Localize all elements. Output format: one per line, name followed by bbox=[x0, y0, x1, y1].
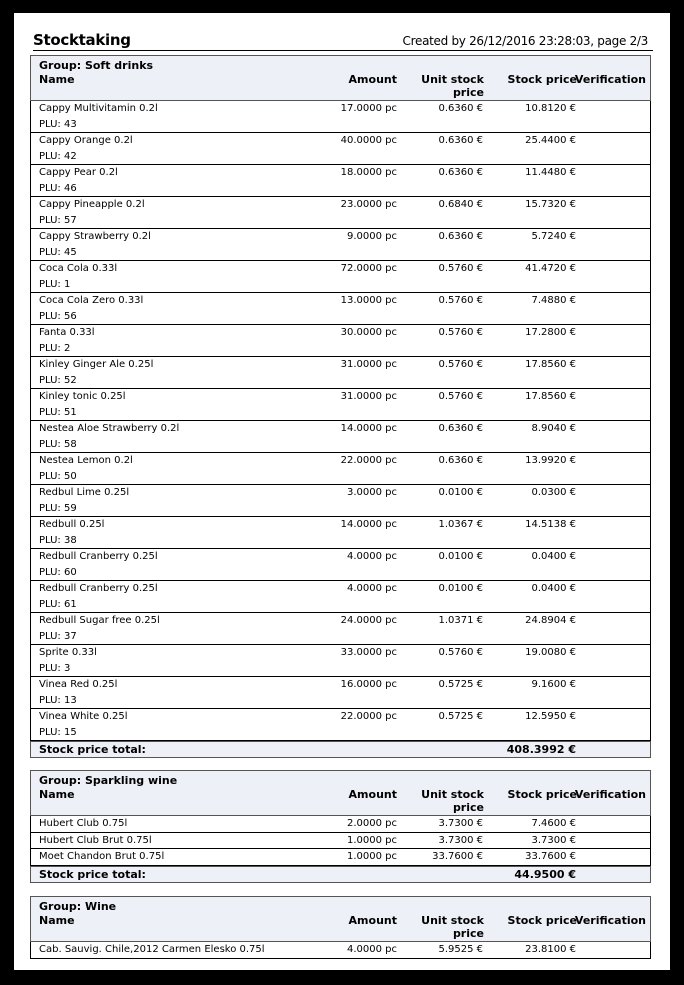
item-list bbox=[30, 942, 651, 959]
item-unit-price: 0.5760 € bbox=[438, 263, 483, 274]
col-amount: Amount bbox=[348, 788, 397, 801]
report-page bbox=[14, 13, 670, 970]
table-row bbox=[31, 517, 650, 549]
total-value: 408.3992 € bbox=[506, 743, 576, 756]
item-stock-price: 11.4480 € bbox=[525, 167, 576, 178]
item-stock-price: 0.0400 € bbox=[531, 551, 576, 562]
item-amount: 40.0000 pc bbox=[340, 135, 397, 146]
table-row bbox=[31, 101, 650, 133]
item-name: Redbull Cranberry 0.25l bbox=[39, 583, 158, 594]
item-amount: 1.0000 pc bbox=[346, 834, 397, 846]
item-plu: PLU: 46 bbox=[39, 183, 77, 194]
table-row bbox=[31, 421, 650, 453]
item-unit-price: 0.6360 € bbox=[438, 423, 483, 434]
group-section bbox=[30, 55, 651, 758]
item-stock-price: 17.8560 € bbox=[525, 391, 576, 402]
item-stock-price: 33.7600 € bbox=[525, 851, 576, 863]
item-unit-price: 0.5760 € bbox=[438, 647, 483, 658]
item-unit-price: 3.7300 € bbox=[438, 818, 483, 829]
col-unit-price-line1: Unit stock bbox=[421, 73, 484, 86]
item-name: Cappy Pear 0.2l bbox=[39, 167, 118, 178]
total-label: Stock price total: bbox=[39, 868, 146, 882]
item-unit-price: 1.0367 € bbox=[438, 519, 483, 530]
report-title: Stocktaking bbox=[33, 31, 131, 49]
table-row bbox=[31, 677, 650, 709]
table-row bbox=[31, 197, 650, 229]
table-row bbox=[31, 645, 650, 677]
col-name: Name bbox=[39, 914, 75, 927]
item-unit-price: 0.5725 € bbox=[438, 711, 483, 722]
item-amount: 18.0000 pc bbox=[340, 167, 397, 178]
item-unit-price: 0.6360 € bbox=[438, 231, 483, 242]
table-row bbox=[31, 816, 650, 833]
item-stock-price: 7.4880 € bbox=[531, 295, 576, 306]
item-name: Coca Cola Zero 0.33l bbox=[39, 295, 144, 306]
item-name: Cappy Strawberry 0.2l bbox=[39, 231, 151, 242]
item-plu: PLU: 57 bbox=[39, 215, 77, 226]
col-unit-price-line1: Unit stock bbox=[421, 788, 484, 801]
item-plu: PLU: 2 bbox=[39, 343, 71, 354]
col-name: Name bbox=[39, 73, 75, 86]
item-unit-price: 0.0100 € bbox=[438, 583, 483, 594]
item-amount: 72.0000 pc bbox=[340, 263, 397, 274]
item-amount: 4.0000 pc bbox=[346, 551, 397, 562]
item-name: Redbul Lime 0.25l bbox=[39, 487, 130, 498]
col-amount: Amount bbox=[348, 73, 397, 86]
item-unit-price: 0.6360 € bbox=[438, 135, 483, 146]
item-stock-price: 7.4600 € bbox=[531, 818, 576, 829]
col-unit-price-line1: Unit stock bbox=[421, 914, 484, 927]
item-unit-price: 0.6840 € bbox=[438, 199, 483, 210]
item-unit-price: 0.5760 € bbox=[438, 391, 483, 402]
item-amount: 1.0000 pc bbox=[346, 851, 397, 863]
item-plu: PLU: 13 bbox=[39, 695, 77, 706]
report-header bbox=[33, 30, 653, 51]
item-plu: PLU: 58 bbox=[39, 439, 77, 450]
item-amount: 22.0000 pc bbox=[340, 711, 397, 722]
item-amount: 3.0000 pc bbox=[346, 487, 397, 498]
item-name: Cappy Multivitamin 0.2l bbox=[39, 103, 158, 114]
item-name: Fanta 0.33l bbox=[39, 327, 95, 338]
item-name: Redbull Cranberry 0.25l bbox=[39, 551, 158, 562]
col-unit-price-line2: price bbox=[452, 927, 484, 940]
item-amount: 33.0000 pc bbox=[340, 647, 397, 658]
item-stock-price: 10.8120 € bbox=[525, 103, 576, 114]
item-unit-price: 1.0371 € bbox=[438, 615, 483, 626]
item-amount: 13.0000 pc bbox=[340, 295, 397, 306]
item-plu: PLU: 51 bbox=[39, 407, 77, 418]
item-name: Cab. Sauvig. Chile,2012 Carmen Elesko 0.75l bbox=[39, 944, 265, 955]
item-stock-price: 9.1600 € bbox=[531, 679, 576, 690]
created-info: Created by 26/12/2016 23:28:03, page 2/3 bbox=[402, 34, 648, 48]
table-row bbox=[31, 581, 650, 613]
item-unit-price: 0.5760 € bbox=[438, 327, 483, 338]
item-name: Cappy Orange 0.2l bbox=[39, 135, 133, 146]
item-plu: PLU: 43 bbox=[39, 119, 77, 130]
col-amount: Amount bbox=[348, 914, 397, 927]
table-row bbox=[31, 165, 650, 197]
group-title: Group: Wine bbox=[39, 900, 117, 913]
item-name: Sprite 0.33l bbox=[39, 647, 97, 658]
col-unit-price bbox=[421, 73, 484, 99]
col-stock-price: Stock price bbox=[507, 914, 577, 927]
item-amount: 17.0000 pc bbox=[340, 103, 397, 114]
item-plu: PLU: 59 bbox=[39, 503, 77, 514]
table-row bbox=[31, 709, 650, 741]
item-plu: PLU: 15 bbox=[39, 727, 77, 738]
item-name: Nestea Aloe Strawberry 0.2l bbox=[39, 423, 180, 434]
item-stock-price: 12.5950 € bbox=[525, 711, 576, 722]
group-title: Group: Soft drinks bbox=[39, 59, 154, 72]
item-plu: PLU: 42 bbox=[39, 151, 77, 162]
table-row bbox=[31, 453, 650, 485]
item-stock-price: 0.0300 € bbox=[531, 487, 576, 498]
table-row bbox=[31, 849, 650, 866]
table-row bbox=[31, 293, 650, 325]
item-name: Redbull Sugar free 0.25l bbox=[39, 615, 160, 626]
item-amount: 23.0000 pc bbox=[340, 199, 397, 210]
item-name: Vinea Red 0.25l bbox=[39, 679, 118, 690]
item-stock-price: 0.0400 € bbox=[531, 583, 576, 594]
item-plu: PLU: 50 bbox=[39, 471, 77, 482]
group-header bbox=[30, 55, 651, 101]
group-section bbox=[30, 770, 651, 883]
item-plu: PLU: 1 bbox=[39, 279, 71, 290]
col-verification: Verification bbox=[574, 788, 646, 801]
item-unit-price: 0.5760 € bbox=[438, 295, 483, 306]
group-total-row bbox=[30, 741, 651, 758]
table-row bbox=[31, 229, 650, 261]
item-amount: 31.0000 pc bbox=[340, 391, 397, 402]
item-unit-price: 0.5760 € bbox=[438, 359, 483, 370]
table-row bbox=[31, 942, 650, 959]
item-stock-price: 17.2800 € bbox=[525, 327, 576, 338]
item-name: Moet Chandon Brut 0.75l bbox=[39, 851, 165, 863]
col-unit-price-line2: price bbox=[452, 86, 484, 99]
item-list bbox=[30, 816, 651, 866]
item-name: Kinley Ginger Ale 0.25l bbox=[39, 359, 154, 370]
item-stock-price: 5.7240 € bbox=[531, 231, 576, 242]
table-row bbox=[31, 485, 650, 517]
item-amount: 24.0000 pc bbox=[340, 615, 397, 626]
item-unit-price: 5.9525 € bbox=[438, 944, 483, 955]
item-plu: PLU: 60 bbox=[39, 567, 77, 578]
item-list bbox=[30, 101, 651, 741]
item-plu: PLU: 45 bbox=[39, 247, 77, 258]
item-plu: PLU: 56 bbox=[39, 311, 77, 322]
col-unit-price-line2: price bbox=[452, 801, 484, 814]
item-unit-price: 0.5725 € bbox=[438, 679, 483, 690]
item-unit-price: 0.6360 € bbox=[438, 167, 483, 178]
item-name: Vinea White 0.25l bbox=[39, 711, 128, 722]
item-name: Hubert Club 0.75l bbox=[39, 818, 128, 829]
item-stock-price: 24.8904 € bbox=[525, 615, 576, 626]
item-amount: 22.0000 pc bbox=[340, 455, 397, 466]
item-stock-price: 17.8560 € bbox=[525, 359, 576, 370]
item-amount: 9.0000 pc bbox=[346, 231, 397, 242]
item-stock-price: 3.7300 € bbox=[531, 834, 576, 846]
item-stock-price: 23.8100 € bbox=[525, 944, 576, 955]
total-value: 44.9500 € bbox=[514, 868, 576, 882]
group-total-row bbox=[30, 866, 651, 883]
item-amount: 14.0000 pc bbox=[340, 423, 397, 434]
table-row bbox=[31, 261, 650, 293]
total-label: Stock price total: bbox=[39, 743, 146, 756]
item-name: Hubert Club Brut 0.75l bbox=[39, 834, 152, 846]
item-unit-price: 0.0100 € bbox=[438, 551, 483, 562]
table-row bbox=[31, 549, 650, 581]
col-verification: Verification bbox=[574, 914, 646, 927]
item-amount: 4.0000 pc bbox=[346, 583, 397, 594]
item-stock-price: 14.5138 € bbox=[525, 519, 576, 530]
item-amount: 30.0000 pc bbox=[340, 327, 397, 338]
col-stock-price: Stock price bbox=[507, 73, 577, 86]
item-unit-price: 0.0100 € bbox=[438, 487, 483, 498]
item-stock-price: 25.4400 € bbox=[525, 135, 576, 146]
group-header bbox=[30, 896, 651, 942]
table-row bbox=[31, 325, 650, 357]
table-row bbox=[31, 613, 650, 645]
col-unit-price bbox=[421, 914, 484, 940]
item-name: Coca Cola 0.33l bbox=[39, 263, 118, 274]
item-name: Nestea Lemon 0.2l bbox=[39, 455, 133, 466]
col-name: Name bbox=[39, 788, 75, 801]
item-stock-price: 13.9920 € bbox=[525, 455, 576, 466]
item-amount: 16.0000 pc bbox=[340, 679, 397, 690]
item-amount: 31.0000 pc bbox=[340, 359, 397, 370]
item-name: Redbull 0.25l bbox=[39, 519, 105, 530]
item-name: Cappy Pineapple 0.2l bbox=[39, 199, 145, 210]
item-stock-price: 41.4720 € bbox=[525, 263, 576, 274]
item-unit-price: 0.6360 € bbox=[438, 455, 483, 466]
item-stock-price: 19.0080 € bbox=[525, 647, 576, 658]
item-amount: 14.0000 pc bbox=[340, 519, 397, 530]
table-row bbox=[31, 133, 650, 165]
col-verification: Verification bbox=[574, 73, 646, 86]
group-title: Group: Sparkling wine bbox=[39, 774, 178, 787]
col-unit-price bbox=[421, 788, 484, 814]
item-plu: PLU: 61 bbox=[39, 599, 77, 610]
col-stock-price: Stock price bbox=[507, 788, 577, 801]
item-amount: 2.0000 pc bbox=[346, 818, 397, 829]
item-plu: PLU: 52 bbox=[39, 375, 77, 386]
item-unit-price: 0.6360 € bbox=[438, 103, 483, 114]
item-amount: 4.0000 pc bbox=[346, 944, 397, 955]
item-unit-price: 33.7600 € bbox=[432, 851, 483, 863]
table-row bbox=[31, 357, 650, 389]
item-plu: PLU: 37 bbox=[39, 631, 77, 642]
group-header bbox=[30, 770, 651, 816]
table-row bbox=[31, 833, 650, 850]
table-row bbox=[31, 389, 650, 421]
item-plu: PLU: 38 bbox=[39, 535, 77, 546]
item-name: Kinley tonic 0.25l bbox=[39, 391, 126, 402]
item-stock-price: 15.7320 € bbox=[525, 199, 576, 210]
item-unit-price: 3.7300 € bbox=[438, 834, 483, 846]
group-section bbox=[30, 896, 651, 959]
item-plu: PLU: 3 bbox=[39, 663, 71, 674]
item-stock-price: 8.9040 € bbox=[531, 423, 576, 434]
